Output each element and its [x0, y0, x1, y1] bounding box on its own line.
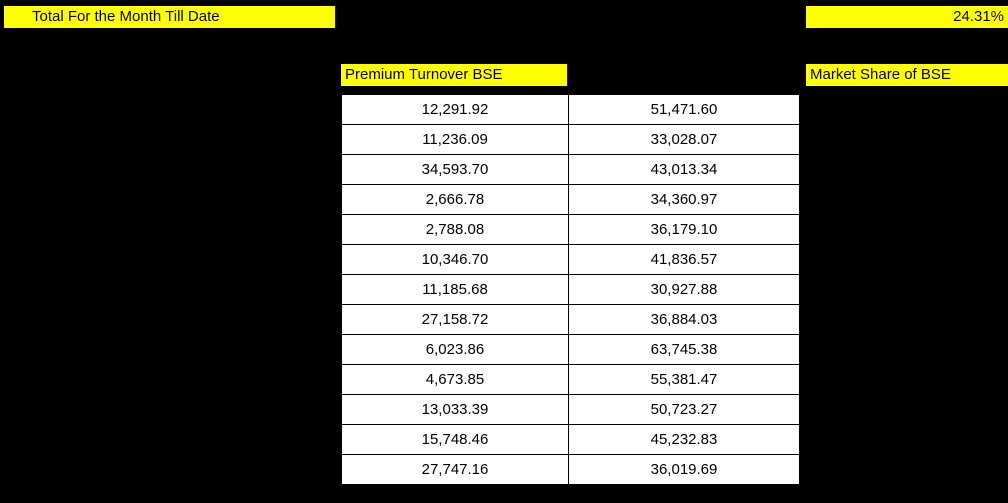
secondary-value-cell: 55,381.47: [569, 365, 800, 395]
table-row: [342, 275, 800, 305]
premium-turnover-cell: 2,666.78: [342, 185, 569, 215]
table-row: [342, 245, 800, 275]
premium-turnover-cell: 27,747.16: [342, 455, 569, 485]
secondary-value-cell: 50,723.27: [569, 395, 800, 425]
secondary-value-cell: 36,179.10: [569, 215, 800, 245]
table-row: [342, 215, 800, 245]
table-row: [342, 455, 800, 485]
table-body: [342, 95, 800, 485]
premium-turnover-cell: 11,185.68: [342, 275, 569, 305]
secondary-value-cell: 30,927.88: [569, 275, 800, 305]
table-row: [342, 95, 800, 125]
secondary-value-cell: 51,471.60: [569, 95, 800, 125]
premium-turnover-header: Premium Turnover BSE: [341, 64, 567, 86]
premium-turnover-cell: 27,158.72: [342, 305, 569, 335]
premium-turnover-table: [341, 94, 800, 485]
table-row: [342, 395, 800, 425]
table-row: [342, 425, 800, 455]
table-row: [342, 335, 800, 365]
table-row: [342, 125, 800, 155]
premium-turnover-cell: 12,291.92: [342, 95, 569, 125]
secondary-value-cell: 63,745.38: [569, 335, 800, 365]
table-row: [342, 305, 800, 335]
market-share-header: Market Share of BSE: [806, 64, 1008, 86]
premium-turnover-cell: 34,593.70: [342, 155, 569, 185]
total-for-month-label: Total For the Month Till Date: [4, 6, 335, 28]
premium-turnover-cell: 15,748.46: [342, 425, 569, 455]
premium-turnover-cell: 2,788.08: [342, 215, 569, 245]
secondary-value-cell: 45,232.83: [569, 425, 800, 455]
table-row: [342, 185, 800, 215]
premium-turnover-cell: 13,033.39: [342, 395, 569, 425]
premium-turnover-cell: 10,346.70: [342, 245, 569, 275]
premium-turnover-cell: 11,236.09: [342, 125, 569, 155]
secondary-value-cell: 41,836.57: [569, 245, 800, 275]
secondary-value-cell: 36,019.69: [569, 455, 800, 485]
table-row: [342, 365, 800, 395]
table-row: [342, 155, 800, 185]
market-share-value: 24.31%: [806, 6, 1008, 28]
secondary-value-cell: 34,360.97: [569, 185, 800, 215]
secondary-value-cell: 33,028.07: [569, 125, 800, 155]
premium-turnover-cell: 6,023.86: [342, 335, 569, 365]
secondary-value-cell: 36,884.03: [569, 305, 800, 335]
premium-turnover-cell: 4,673.85: [342, 365, 569, 395]
secondary-value-cell: 43,013.34: [569, 155, 800, 185]
